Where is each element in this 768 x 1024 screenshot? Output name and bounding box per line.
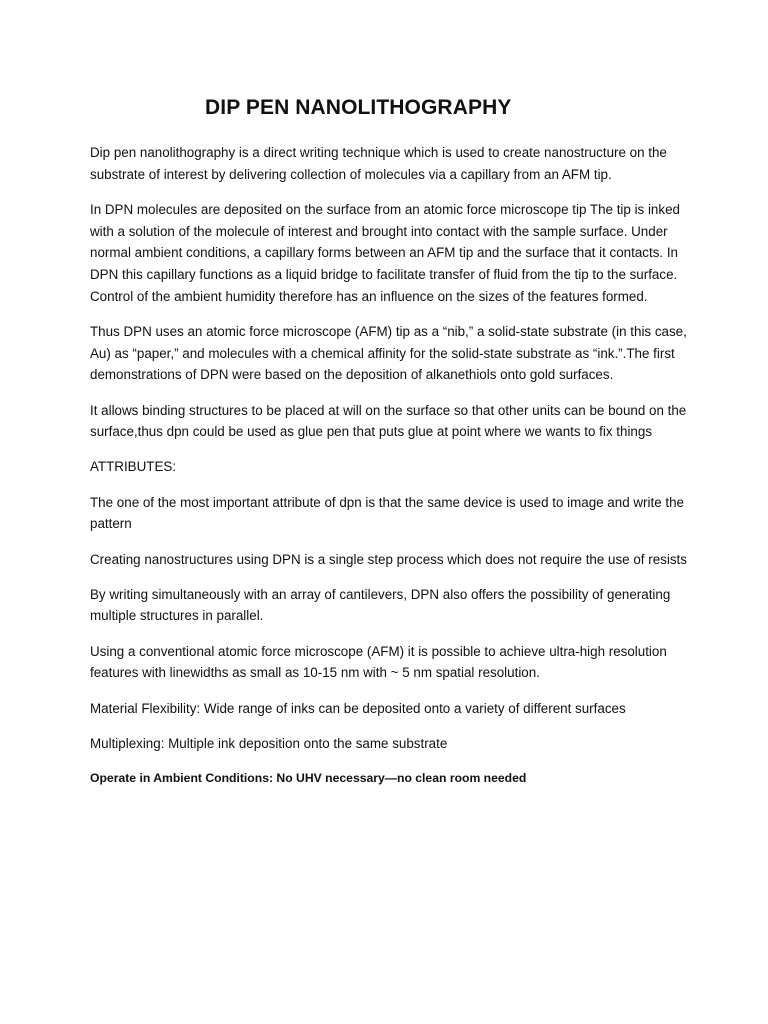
attribute-material-flexibility: Material Flexibility: Wide range of inks can be deposited onto a variety of different surfaces — [90, 700, 626, 716]
attribute-resolution: Using a conventional atomic force microscope (AFM) it is possible to achieve ultra-high resolution features with linewidths as small as 10-15 nm with ~ 5 nm spatial resolution. — [90, 643, 667, 681]
document-body — [90, 142, 690, 803]
attribute-multiplexing: Multiplexing: Multiple ink deposition onto the same substrate — [90, 735, 448, 751]
attribute-single-step: Creating nanostructures using DPN is a single step process which does not require the use of resists — [90, 551, 687, 567]
paragraph-mechanism: In DPN molecules are deposited on the surface from an atomic force microscope tip The tip is inked with a solution of the molecule of interest and brought into contact with the sample surface. Under normal ambient conditions, a capillary forms between an AFM tip and the surface that it contacts. In DPN this capillary functions as a liquid bridge to facilitate transfer of fluid from the tip to the surface. Control of the ambient humidity therefore has an influence on the sizes of the features formed. — [90, 201, 680, 304]
attribute-parallel: By writing simultaneously with an array of cantilevers, DPN also offers the possibility of generating multiple structures in parallel. — [90, 586, 671, 624]
paragraph-binding-structures: It allows binding structures to be placed at will on the surface so that other units can be bound on the surface,thus dpn could be used as glue pen that puts glue at point where we wants to fix things — [90, 402, 687, 440]
paragraph-intro: Dip pen nanolithography is a direct writing technique which is used to create nanostructure on the substrate of interest by delivering collection of molecules via a capillary from an AFM tip. — [90, 145, 667, 182]
attribute-image-and-write: The one of the most important attribute of dpn is that the same device is used to image and write the pattern — [90, 494, 684, 532]
attribute-ambient-conditions: Operate in Ambient Conditions: No UHV necessary—no clean room needed — [90, 770, 527, 785]
document-title: DIP PEN NANOLITHOGRAPHY — [205, 96, 512, 119]
paragraph-nib-paper-ink: Thus DPN uses an atomic force microscope (AFM) tip as a “nib,” a solid-state substrate (in this case, Au) as “paper,” and molecules with a chemical affinity for the solid-state substrate as “ink.”.The first demonstrations of DPN were based on the deposition of alkanethiols onto gold surfaces. — [90, 323, 687, 383]
attributes-heading: ATTRIBUTES: — [90, 459, 177, 475]
